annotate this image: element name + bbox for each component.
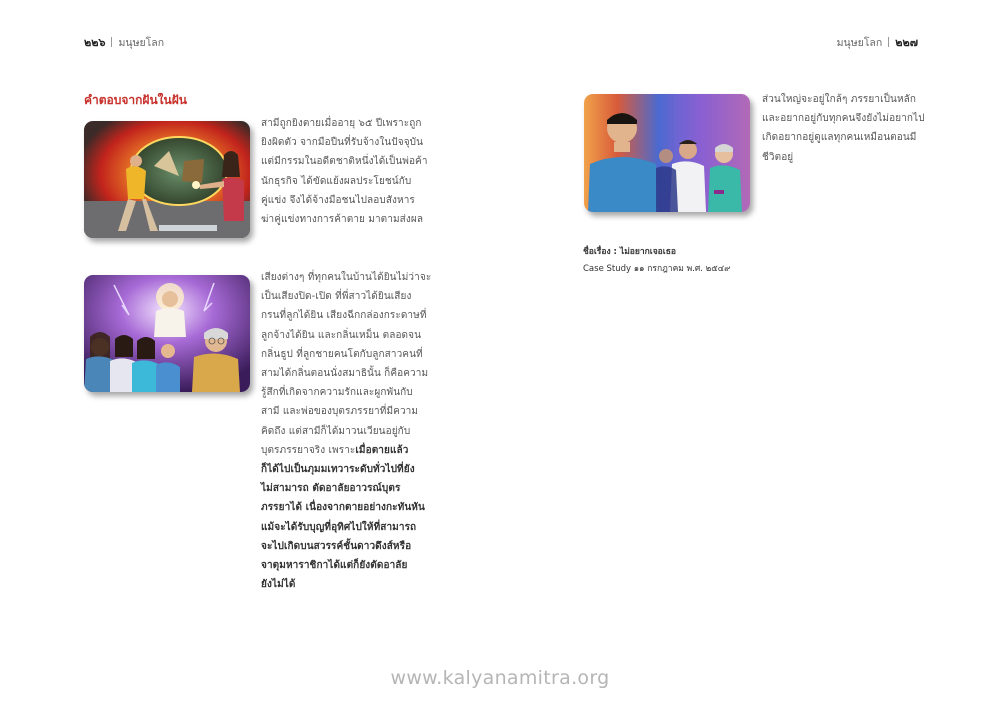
bold-fragment: เมื่อตายแล้ว (355, 444, 409, 456)
bold-line: ภรรยาได้ เนื่องจากตายอย่างกะทันหัน (261, 502, 425, 514)
text-line: ลูกจ้างได้ยิน และกลิ่นเหม็น ตลอดจน (261, 329, 422, 341)
paragraph-2 (261, 268, 431, 594)
text-line: ยิงผิดตัว จากมือปืนที่รับจ้างในปัจจุบัน (261, 137, 424, 149)
bold-line: จะไปเกิดบนสวรรค์ชั้นดาวดึงส์หรือ (261, 540, 412, 552)
bold-line: จาตุมหาราชิกาได้แต่ก็ยังตัดอาลัย (261, 560, 408, 572)
text-line: เสียงต่างๆ ที่ทุกคนในบ้านได้ยินไม่ว่าจะ (261, 272, 432, 283)
text-line: รู้สึกที่เกิดจากความรักและผูกพันกับ (261, 387, 413, 399)
text-line: เป็นเสียงปิด-เปิด ที่พี่สาวได้ยินเสียง (261, 291, 412, 303)
text-line: สามี และพ่อของบุตรภรรยาที่มีความ (261, 406, 419, 418)
left-book-title: มนุษยโลก (118, 37, 165, 49)
header-divider (111, 37, 112, 47)
text-line: กรนที่ลูกได้ยิน เสียงฉีกกล่องกระดาษที่ (261, 310, 427, 322)
story-title: ชื่อเรื่อง : ไม่อยากเจอเธอ (583, 247, 676, 257)
section-title: คำตอบจากฝันในฝัน (84, 93, 187, 107)
text-line: และอยากอยู่กับทุกคนจึงยังไม่อยากไป (762, 113, 925, 125)
text-line: สามีถูกยิงตายเมื่ออายุ ๖๕ ปีเพราะถูก (261, 118, 422, 129)
bold-line: ยังไม่ได้ (261, 579, 296, 591)
right-paragraph (762, 90, 925, 167)
left-page-header (84, 33, 164, 51)
text-fragment: บุตรภรรยาจริง เพราะ (261, 444, 356, 456)
right-page (500, 0, 1000, 707)
text-line: นักธุรกิจ ได้ขัดแย้งผลประโยชน์กับ (261, 175, 412, 187)
text-line: ส่วนใหญ่จะอยู่ใกล้ๆ ภรรยาเป็นหลัก (762, 94, 917, 105)
left-page-number: ๒๒๖ (84, 36, 106, 49)
shooting-scene-image (84, 121, 250, 238)
illustration-man-and-elder (584, 94, 750, 212)
case-study-date: Case Study ๑๑ กรกฎาคม พ.ศ. ๒๕๔๙ (583, 264, 731, 274)
bold-line: ก็ได้ไปเป็นภุมมเทวาระดับทั่วไปที่ยัง (261, 464, 415, 476)
header-divider (888, 37, 889, 47)
man-and-elder-image (584, 94, 750, 212)
right-book-title: มนุษยโลก (836, 37, 883, 49)
illustration-family-spirit (84, 275, 250, 392)
text-line: เกิดอยากอยู่ดูแลทุกคนเหมือนตอนมี (762, 132, 917, 144)
footer-website: www.kalyanamitra.org (390, 667, 610, 689)
right-page-number: ๒๒๗ (895, 36, 918, 49)
text-line: ชีวิตอยู่ (762, 151, 794, 163)
text-line: กลิ่นธูป ที่ลูกชายคนโตกับลูกสาวคนที่ (261, 348, 423, 360)
right-page-header (837, 33, 918, 51)
text-line: คิดถึง แต่สามีก็ได้มาวนเวียนอยู่กับ (261, 425, 411, 437)
text-line: คู่แข่ง จึงได้จ้างมือชนไปลอบสังหาร (261, 194, 415, 206)
text-line: แต่มีกรรมในอดีตชาติหนึ่งได้เป็นพ่อค้า (261, 156, 428, 168)
text-line: สามได้กลิ่นตอนนั่งสมาธินั้น ก็คือความ (261, 368, 429, 380)
bold-line: แม้จะได้รับบุญที่อุทิศไปให้ที่สามารถ (261, 521, 417, 533)
text-line-mixed (261, 441, 431, 460)
illustration-shooting-scene (84, 121, 250, 238)
paragraph-1 (261, 114, 428, 229)
family-spirit-image (84, 275, 250, 392)
bold-line: ไม่สามารถ ตัดอาลัยอาวรณ์บุตร (261, 483, 401, 495)
text-line: ฆ่าคู่แข่งทางการค้าตาย มาตามส่งผล (261, 214, 424, 226)
